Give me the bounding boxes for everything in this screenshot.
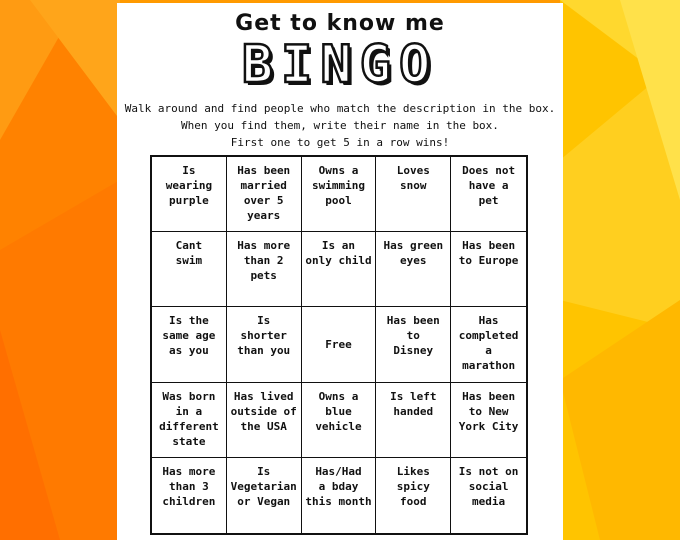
bingo-cell[interactable]: Is Vegetarian or Vegan [227,458,302,533]
instruction-line: When you find them, write their name in the box. [181,119,499,132]
bingo-cell[interactable]: Is the same age as you [152,307,227,382]
bingo-cell[interactable]: Has completed a marathon [451,307,526,382]
instruction-line: First one to get 5 in a row wins! [230,136,450,149]
bingo-sheet [117,3,563,540]
bingo-grid [150,155,528,535]
bingo-cell[interactable]: Does not have a pet [451,157,526,232]
bingo-cell[interactable]: Has green eyes [376,232,451,307]
bingo-cell[interactable]: Has/Had a bday this month [302,458,377,533]
bingo-cell[interactable]: Is wearing purple [152,157,227,232]
bingo-cell[interactable]: Has more than 3 children [152,458,227,533]
bingo-cell[interactable]: Is an only child [302,232,377,307]
bingo-cell[interactable]: Is not on social media [458,464,519,508]
bingo-cell[interactable]: Has been to Europe [451,232,526,307]
instruction-line: Walk around and find people who match the description in the box. [124,102,556,115]
bingo-cell[interactable]: Likes spicy food [376,458,451,533]
bingo-cell[interactable]: Owns a blue vehicle [302,383,377,458]
bingo-cell[interactable]: Cant swim [152,232,227,307]
bingo-cell[interactable]: Has been to New York City [451,383,526,458]
page-title: BINGO [241,35,439,95]
bingo-cell[interactable]: Was born in a different state [152,383,227,458]
bingo-cell[interactable]: Loves snow [376,157,451,232]
bingo-cell[interactable]: Is left handed [376,383,451,458]
bingo-cell[interactable]: Has lived outside of the USA [227,383,302,458]
bingo-cell[interactable]: Has more than 2 pets [227,232,302,307]
bingo-free-cell[interactable]: Free [302,307,377,382]
bingo-cell[interactable]: Has been married over 5 years [227,157,302,232]
instructions [117,100,563,151]
bingo-cell[interactable]: Owns a swimming pool [302,157,377,232]
bingo-cell[interactable]: Is shorter than you [227,307,302,382]
bingo-cell[interactable]: Has been to Disney [376,307,451,382]
page-subtitle: Get to know me [235,11,445,36]
